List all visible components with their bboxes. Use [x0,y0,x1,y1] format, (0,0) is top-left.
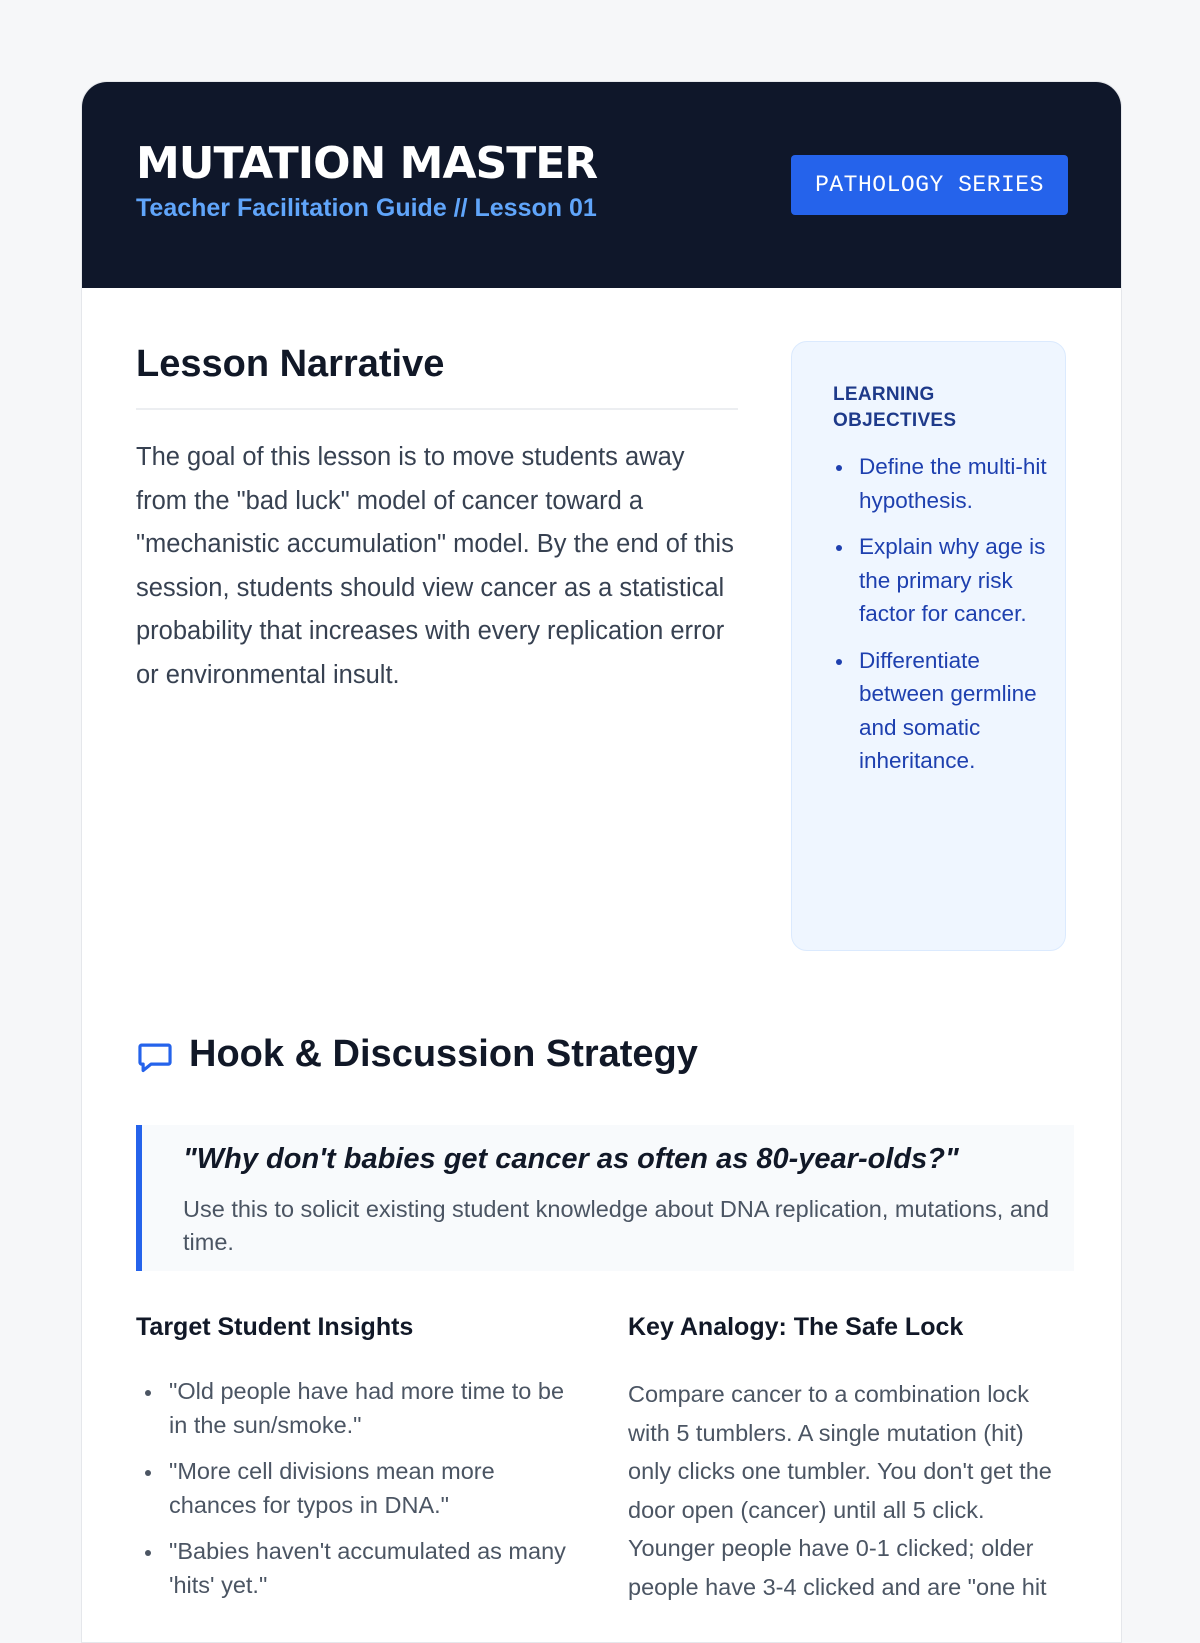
insight-text: "More cell divisions mean more chances for typos in DNA." [169,1458,495,1518]
objective-text: Define the multi-hit hypothesis. [859,454,1047,513]
insight-item [136,1375,576,1442]
analogy-paragraph: Compare cancer to a combination lock with 5 tumblers. A single mutation (hit) only clicks one tumbler. You don't get the door open (cancer) until all 5 click. Younger people have 0-1 clicked; older people have 3-4 clicked and are "one hit [628,1381,1052,1600]
lesson-guide-card [81,81,1122,1643]
narrative-divider [136,408,738,410]
objective-item [806,450,1056,517]
hook-heading: Hook & Discussion Strategy [189,1033,698,1075]
insight-text: "Babies haven't accumulated as many 'hits' yet." [169,1538,566,1598]
header-banner [82,82,1121,288]
narrative-heading: Lesson Narrative [136,343,445,385]
analogy-heading: Key Analogy: The Safe Lock [628,1313,964,1341]
insight-item [136,1535,576,1602]
chat-bubble-icon [136,1038,174,1076]
page-title: MUTATION MASTER [136,138,598,189]
hook-note: Use this to solicit existing student knowledge about DNA replication, mutations, and time. [183,1196,1050,1255]
objective-text: Differentiate between germline and somatic inheritance. [859,647,1037,773]
hook-question: "Why don't babies get cancer as often as 80-year-olds?" [183,1143,959,1175]
narrative-paragraph: The goal of this lesson is to move students away from the "bad luck" model of cancer toward a "mechanistic accumulation" model. By the end of this session, students should view cancer as a statistical probability that increases with every replication error or environmental insult. [136,443,734,689]
insight-text: "Old people have had more time to be in the sun/smoke." [169,1378,565,1438]
insights-heading: Target Student Insights [136,1313,414,1341]
objective-text: Explain why age is the primary risk factor for cancer. [859,534,1046,626]
bullet-icon [836,545,842,551]
bullet-icon [145,1470,151,1476]
objective-item [806,644,1056,778]
learning-objectives-panel [791,341,1066,951]
hook-quote-box [136,1125,1074,1271]
insights-list [136,1375,576,1615]
objective-item [806,530,1056,631]
objectives-list [806,450,1056,791]
page-subtitle: Teacher Facilitation Guide // Lesson 01 [136,194,597,222]
bullet-icon [836,465,842,471]
bullet-icon [145,1550,151,1556]
objectives-heading: LEARNING OBJECTIVES [833,384,957,431]
bullet-icon [836,659,842,665]
bullet-icon [145,1390,151,1396]
insight-item [136,1455,576,1522]
series-badge: PATHOLOGY SERIES [791,155,1068,215]
